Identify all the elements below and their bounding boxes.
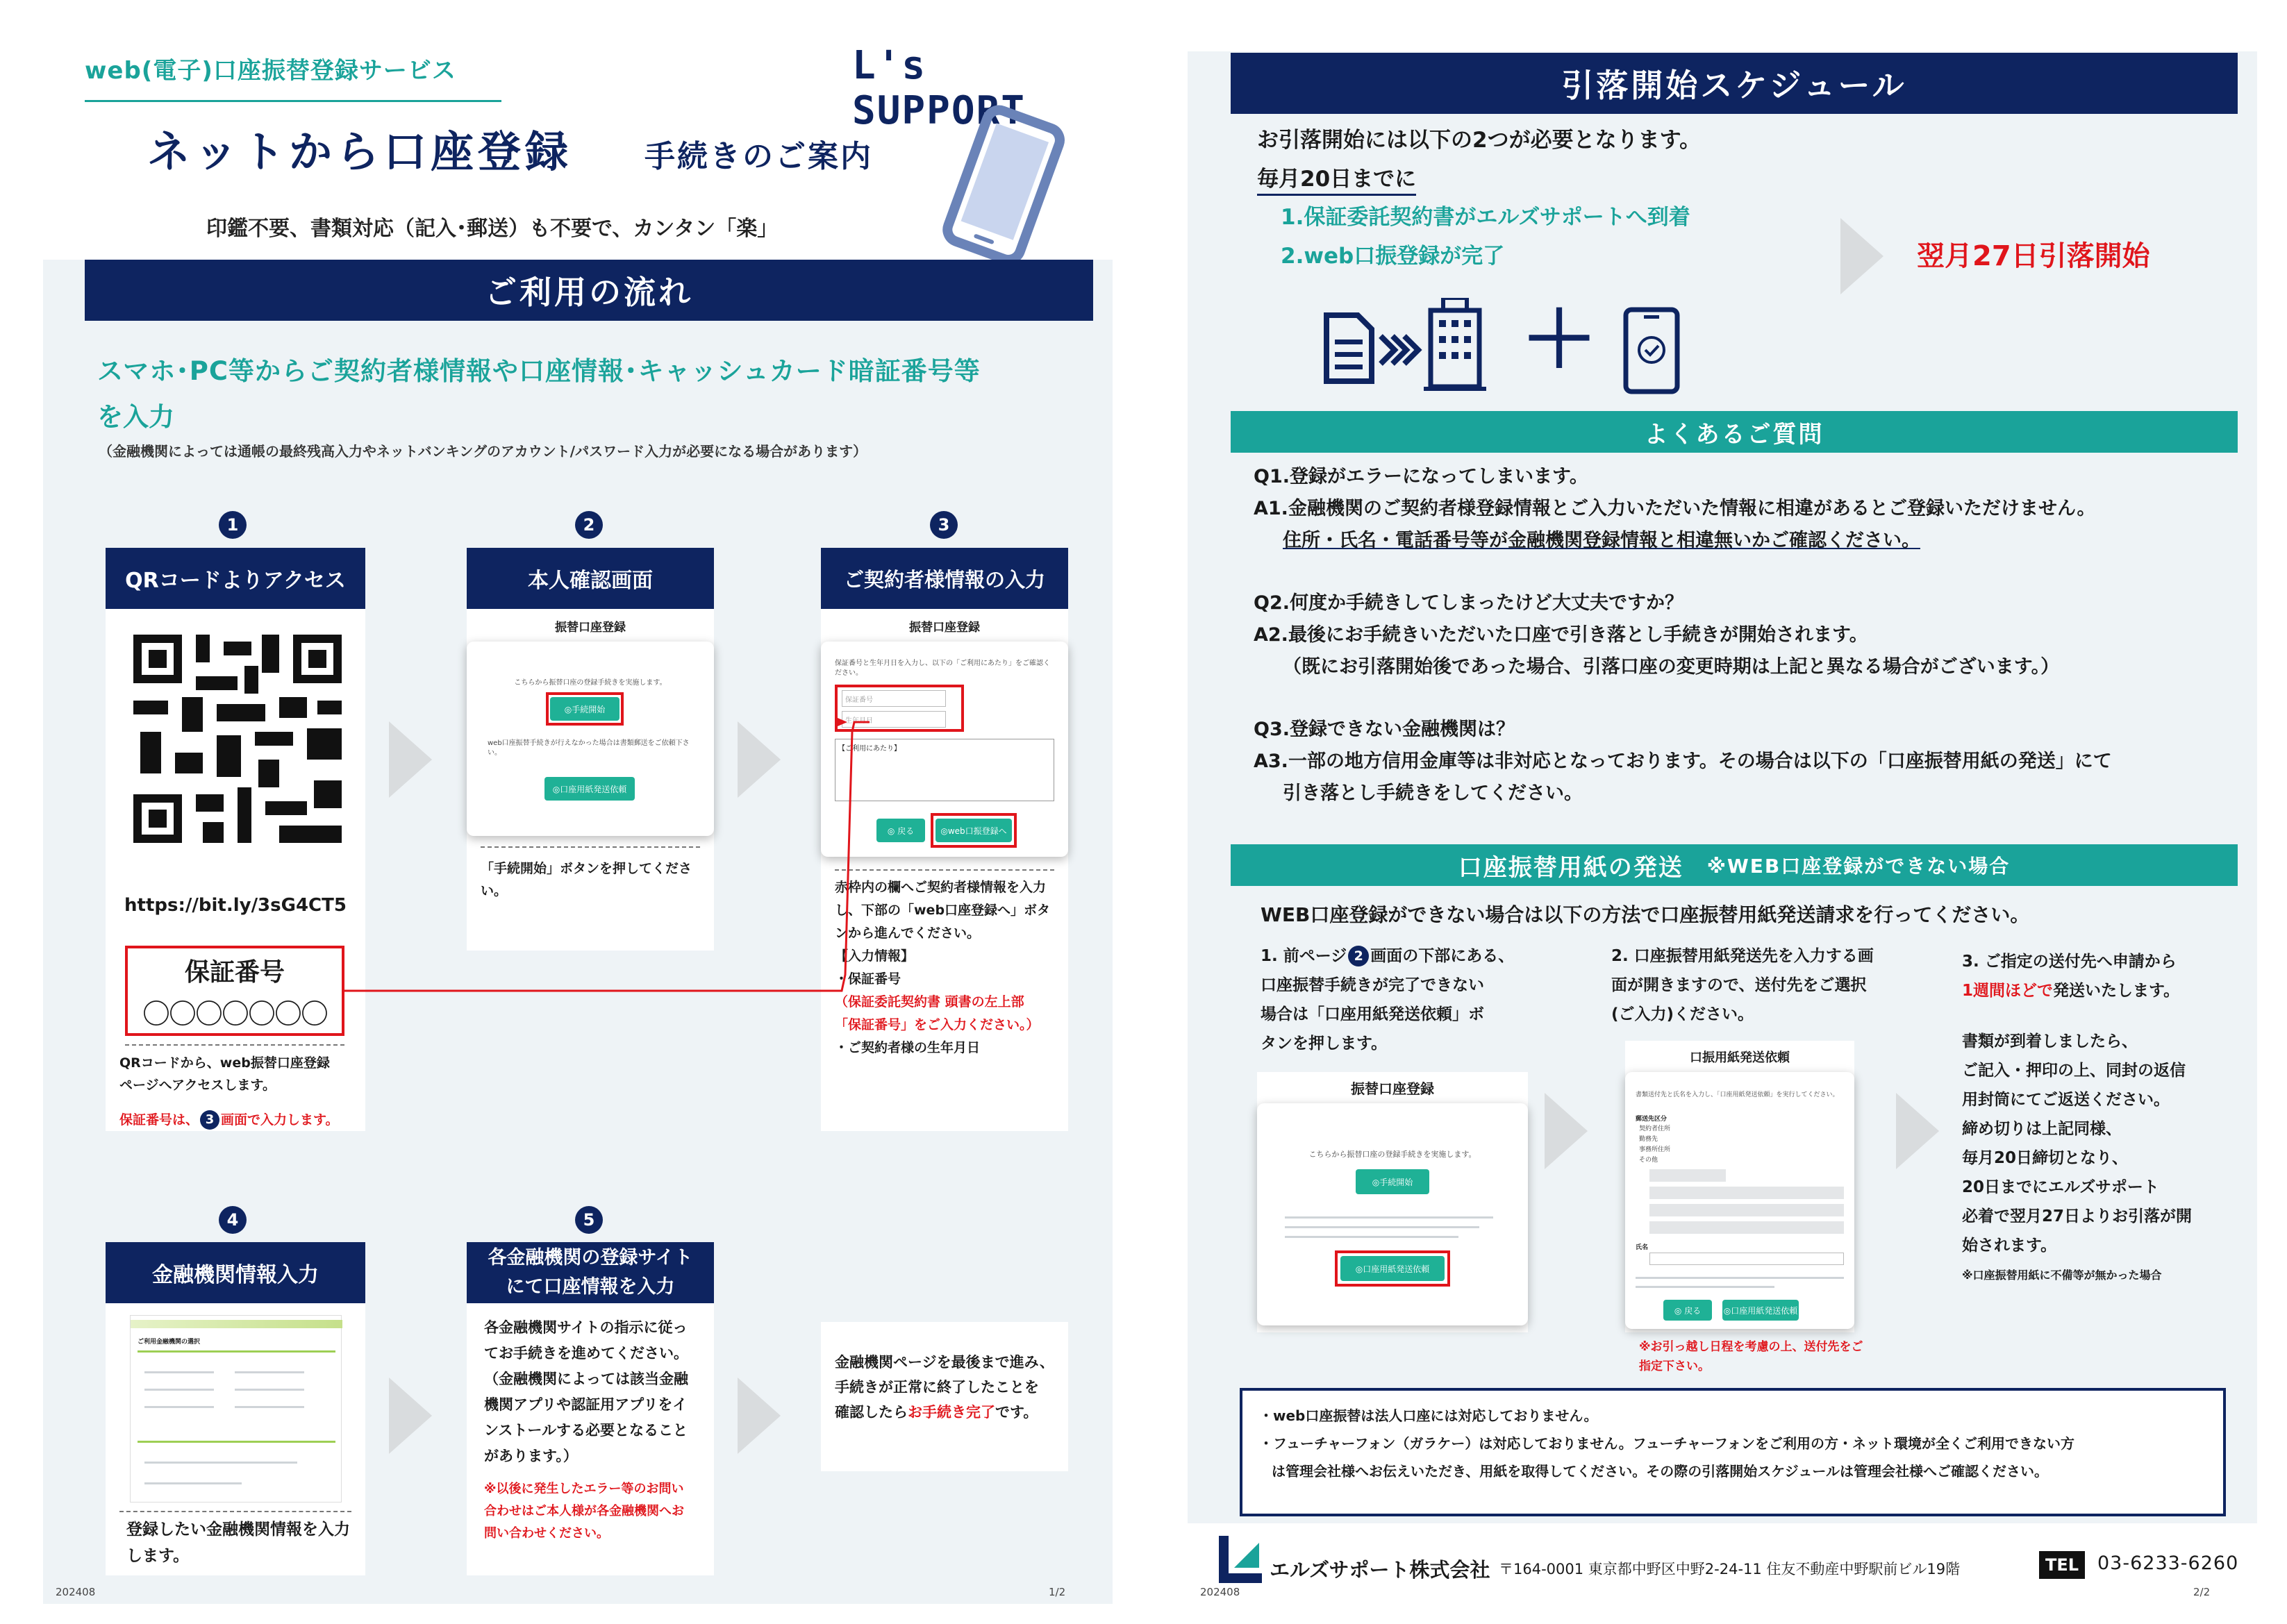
- step-4-title: 金融機関情報入力: [106, 1242, 365, 1303]
- faq-list: [1254, 461, 2226, 810]
- step-5-red-line: 合わせはご本人様が各金融機関へお: [484, 1504, 684, 1518]
- paper-step-1-number: 2: [1348, 946, 1369, 966]
- deadline: 毎月20日までに: [1257, 161, 1416, 196]
- paper-step-2-mock-title: 口振用紙発送依頼: [1690, 1050, 1790, 1065]
- paper-step-3-highlight: 1週間ほどで: [1962, 982, 2054, 1000]
- requirement-1: 1.保証委託契約書がエルズサポートへ到着: [1281, 205, 1690, 230]
- paper-step-3-body: [1962, 1027, 2192, 1260]
- step-2-mock-title: 振替口座登録: [555, 621, 626, 635]
- completion-line: 金融機関ページを最後まで進み、: [835, 1354, 1054, 1371]
- step-1-desc-1: QRコードから、web振替口座登録: [119, 1055, 330, 1071]
- faq-answer-1: A1.金融機関のご契約者様登録情報とご入力いただいた情報に相違があるとご登録いただけません。: [1254, 498, 2096, 519]
- paper-send-button[interactable]: ◎口座用紙発送依頼: [1722, 1300, 1799, 1321]
- step-3-desc-line: 【入力情報】: [835, 948, 915, 964]
- note-line: ・フューチャーフォン（ガラケー）は対応しておりません。フューチャーフォンをご利用の方・ネット環境が全くご利用できない方: [1259, 1435, 2074, 1452]
- completion-highlight: お手続き完了: [908, 1404, 995, 1421]
- paper-step-2-text: 面が開きますので、送付先をご選択: [1611, 976, 1867, 994]
- logo-text: L's SUPPORT: [852, 43, 1026, 133]
- paper-step-3-text: 発送いたします。: [2053, 982, 2180, 1000]
- step-1-red-note: [119, 1108, 339, 1132]
- chevron-right-icon: [1896, 1093, 1939, 1169]
- divider: [119, 1511, 351, 1512]
- phone-icon: [925, 100, 1071, 281]
- bank-selection-title: ご利用金融機関の選択: [138, 1339, 201, 1346]
- paper-request-button[interactable]: ◎口座用紙発送依頼: [1340, 1256, 1445, 1281]
- back-button[interactable]: ◎ 戻る: [1663, 1300, 1712, 1321]
- page-2: [1188, 31, 2257, 1604]
- step-3-desc-line: ・保証番号: [835, 971, 901, 987]
- paper-step-3-line: 毎月20日締切となり、: [1962, 1149, 2129, 1167]
- plus-sign: ＋: [1521, 295, 1597, 384]
- paper-step-2-mock: [1625, 1072, 1854, 1329]
- address-field[interactable]: [1649, 1187, 1844, 1199]
- step-5-desc-line: があります。）: [484, 1448, 578, 1464]
- step-5-desc-line: 各金融機関サイトの指示に従っ: [484, 1319, 688, 1336]
- phone-field[interactable]: [1649, 1221, 1844, 1234]
- paper-step-2-red-line: 指定下さい。: [1639, 1359, 1710, 1373]
- guarantee-label: 保証番号: [184, 958, 285, 987]
- intro-line-2: を入力: [97, 402, 174, 432]
- paper-header-title: 口座振替用紙の発送: [1458, 853, 1683, 882]
- faq-question-2: Q2.何度か手続きしてしまったけど大丈夫ですか？: [1254, 592, 1683, 614]
- paper-step-1-text: 口座振替手続きが完了できない: [1261, 976, 1484, 994]
- guarantee-circles: 〇〇〇〇〇〇〇: [142, 998, 327, 1030]
- company-name: エルズサポート株式会社: [1270, 1558, 1490, 1582]
- qr-code-icon[interactable]: [133, 635, 342, 843]
- divider: [125, 1044, 344, 1046]
- step-5-title-line-2: にて口座情報を入力: [506, 1276, 675, 1298]
- step-5-red-note: [484, 1478, 684, 1545]
- paper-step-1-mock-title: 振替口座登録: [1351, 1080, 1434, 1097]
- step-4-number: 4: [219, 1206, 247, 1234]
- note-line: ・web口座振替は法人口座には対応しておりません。: [1259, 1407, 1598, 1424]
- paper-step-1-text: 場合は「口座用紙発送依頼」ボ: [1261, 1005, 1484, 1023]
- company-logo-icon: [1219, 1536, 1262, 1583]
- paper-step-3-line: 用封筒にてご返送ください。: [1962, 1091, 2170, 1109]
- smartphone-check-icon: [1622, 307, 1684, 397]
- paper-step-2: [1611, 941, 1874, 1029]
- step-3-mock-title: 振替口座登録: [909, 621, 980, 635]
- step-3-desc-line: ンから進んでください。: [835, 926, 981, 941]
- step-2-desc-1: 「手続開始」ボタンを押してくださ: [481, 861, 692, 876]
- step-5-desc: [484, 1315, 688, 1469]
- paper-intro: WEB口座登録ができない場合は以下の方法で口座振替用紙発送請求を行ってください。: [1261, 903, 2030, 926]
- step-5-red-line: ※以後に発生したエラー等のお問い: [484, 1482, 684, 1496]
- faq-answer-2: A2.最後にお手続きいただいた口座で引き落とし手続きが開始されます。: [1254, 624, 1868, 646]
- paper-step-1-text: タンを押します。: [1261, 1035, 1388, 1053]
- main-title: ネットから口座登録: [147, 126, 573, 177]
- schedule-intro: お引落開始には以下の2つが必要となります。: [1257, 128, 1702, 153]
- paper-step-2-red-line: ※お引っ越し日程を考慮の上、送付先をご: [1639, 1340, 1863, 1354]
- paper-step-1-text: 画面の下部にある、: [1370, 947, 1515, 965]
- address-option[interactable]: 契約者住所: [1639, 1125, 1671, 1132]
- arrow-icon: [1381, 336, 1418, 364]
- service-title: web(電子)口座振替登録サービス: [85, 57, 456, 85]
- chevron-right-icon: [738, 1378, 781, 1454]
- step-2-desc-2: い。: [481, 883, 508, 898]
- document-code: 202408: [1200, 1586, 1240, 1598]
- notes-box: [1240, 1388, 2226, 1516]
- faq-answer-1-detail: 住所・氏名・電話番号等が金融機関登録情報と相違無いかご確認ください。: [1283, 530, 1920, 551]
- back-button[interactable]: ◎ 戻る: [876, 819, 925, 842]
- faq-question-1: Q1.登録がエラーになってしまいます。: [1254, 466, 1588, 487]
- paper-step-2-text: (ご入力)ください。: [1611, 1005, 1754, 1023]
- chevron-right-icon: [389, 1378, 432, 1454]
- paper-step-3-line: 書類が到着しましたら、: [1962, 1032, 2138, 1050]
- document-icon: [1320, 298, 1521, 395]
- step-2-title: 本人確認画面: [467, 548, 714, 609]
- step-3-red-note: （保証委託契約書 頭書の左上部: [835, 994, 1024, 1010]
- title-underline: [85, 100, 501, 102]
- paper-step-3-line: 20日までにエルズサポート: [1962, 1178, 2159, 1196]
- paper-header-note: ※WEB口座登録ができない場合: [1706, 855, 2011, 878]
- address-option[interactable]: 事務所住所: [1639, 1146, 1671, 1153]
- highlight-frame: [1335, 1250, 1450, 1287]
- document-code: 202408: [56, 1586, 96, 1598]
- postal-code-field[interactable]: [1649, 1169, 1726, 1182]
- step-3-number: 3: [930, 511, 958, 539]
- step-5-desc-line: （金融機関によっては該当金融: [484, 1371, 688, 1387]
- step-5-title: [467, 1242, 714, 1303]
- connector-arrow: [342, 718, 870, 1010]
- paper-step-3-line: 必着で翌月27日よりお引落が開: [1962, 1207, 2193, 1225]
- step-3-red-note: 「保証番号」をご入力ください。）: [835, 1017, 1040, 1032]
- chevron-right-icon: [1840, 218, 1883, 294]
- step-3-title: ご契約者様情報の入力: [821, 548, 1068, 609]
- paper-step-3-line: 締め切りは上記同様、: [1962, 1120, 2122, 1138]
- faq-header: よくあるご質問: [1231, 411, 2238, 453]
- sub-title: 手続きのご案内: [644, 139, 873, 174]
- address-type-options[interactable]: [1639, 1124, 1670, 1166]
- company-address: 〒164-0001 東京都中野区中野2-24-11 住友不動産中野駅前ビル19階: [1499, 1561, 1961, 1577]
- web-register-button[interactable]: ◎web口振登録へ: [935, 819, 1012, 842]
- guarantee-number-field[interactable]: 保証番号: [842, 690, 946, 707]
- red-note-pre: 保証番号は、: [119, 1112, 199, 1128]
- page-number: 1/2: [1049, 1586, 1066, 1598]
- step-5-desc-line: ンストールする必要となること: [484, 1422, 688, 1439]
- step-4-desc-1: 登録したい金融機関情報を入力: [126, 1521, 350, 1539]
- name-field[interactable]: [1649, 1253, 1844, 1265]
- page-2-top-margin: [1188, 31, 2257, 51]
- intro-line-1: スマホ･PC等からご契約者様情報や口座情報･キャッシュカード暗証番号等: [97, 356, 981, 386]
- completion-line: です。: [995, 1404, 1038, 1421]
- paper-step-1-mock: [1257, 1103, 1528, 1325]
- paper-step-2-text: 2. 口座振替用紙発送先を入力する画: [1611, 947, 1874, 965]
- step-5-desc-line: 機関アプリや認証用アプリをイ: [484, 1396, 688, 1413]
- step-3-mock-text: 保証番号と生年月日を入力し、以下の「ご利用にあたり」をご確認ください。: [835, 660, 1050, 677]
- paper-step-3-line: ご記入・押印の上、同封の返信: [1962, 1062, 2186, 1080]
- paper-step-1-text: 1. 前ページ: [1261, 947, 1347, 965]
- page-number: 2/2: [2193, 1586, 2211, 1598]
- address-option[interactable]: その他: [1639, 1157, 1658, 1164]
- schedule-header: 引落開始スケジュール: [1231, 53, 2238, 114]
- highlight-frame: [931, 813, 1017, 848]
- note-line: は管理会社様へお伝えいただき、用紙を取得してください。その際の引落開始スケジュールは管理会社様へご確認ください。: [1272, 1463, 2048, 1480]
- flow-header: ご利用の流れ: [85, 260, 1093, 321]
- paper-step-2-red-note: [1639, 1337, 1863, 1376]
- tel-number[interactable]: 03-6233-6260: [2097, 1552, 2239, 1574]
- step-5-title-line-1: 各金融機関の登録サイト: [488, 1247, 693, 1269]
- address-type-label: 郵送先区分: [1636, 1116, 1668, 1123]
- chevron-right-icon: [1545, 1093, 1588, 1169]
- tel-label: TEL: [2039, 1551, 2085, 1579]
- result-text: 翌月27日引落開始: [1917, 240, 2150, 272]
- step-2-mock-text: こちらから振替口座の登録手続きを実施します。: [514, 679, 667, 687]
- paper-step-3: [1962, 947, 2179, 1005]
- faq-question-3: Q3.登録できない金融機関は？: [1254, 719, 1515, 740]
- start-procedure-button[interactable]: ◎手続開始: [550, 697, 619, 721]
- usage-notice-title: 【ご利用にあたり】: [838, 745, 901, 753]
- faq-answer-3-detail: 引き落とし手続きをしてください。: [1283, 782, 1583, 804]
- name-label: 氏名: [1636, 1244, 1649, 1251]
- paper-step-1-mock-text: こちらから振替口座の登録手続きを実施します。: [1308, 1150, 1477, 1159]
- paper-request-button[interactable]: ◎口座用紙発送依頼: [544, 777, 635, 801]
- step-5-number: 5: [575, 1206, 603, 1234]
- red-note-number: 3: [200, 1110, 219, 1130]
- step-1-title: QRコードよりアクセス: [106, 548, 365, 609]
- step-2-number: 2: [575, 511, 603, 539]
- step-3-desc-line: ・ご契約者様の生年月日: [835, 1040, 981, 1055]
- paper-step-1: [1261, 941, 1514, 1058]
- completion-line: 確認したら: [835, 1404, 908, 1421]
- bank-selection-mock: [130, 1315, 342, 1502]
- birthdate-field[interactable]: 生年月日: [842, 711, 946, 728]
- step-3-desc-line: 赤枠内の欄へご契約者様情報を入力: [835, 880, 1047, 895]
- page-1: [43, 31, 1113, 1604]
- access-url[interactable]: https://bit.ly/3sG4CT5: [124, 895, 347, 916]
- step-5-desc-line: てお手続きを進めてください。: [484, 1345, 688, 1362]
- step-3-desc-line: し、下部の「web口座登録へ」ボタ: [835, 903, 1051, 918]
- requirement-2: 2.web口振登録が完了: [1281, 244, 1505, 269]
- red-note-post: 画面で入力します。: [221, 1112, 339, 1128]
- address-option[interactable]: 勤務先: [1639, 1136, 1658, 1143]
- step-5-red-line: 問い合わせください。: [484, 1526, 609, 1541]
- step-1-number: 1: [219, 511, 247, 539]
- faq-answer-3: A3.一部の地方信用金庫等は非対応となっております。その場合は以下の「口座振替用紙の発送」にて: [1254, 751, 2112, 772]
- step-4-desc-2: します。: [126, 1547, 190, 1565]
- faq-answer-2-detail: （既にお引落開始後であった場合、引落口座の変更時期は上記と異なる場合がございます。）: [1283, 656, 2060, 678]
- paper-step-3-text: 3. ご指定の送付先へ申請から: [1962, 953, 2177, 971]
- building-field[interactable]: [1649, 1204, 1844, 1216]
- step-1-desc-2: ページへアクセスします。: [119, 1078, 276, 1093]
- intro-note: （金融機関によっては通帳の最終残高入力やネットバンキングのアカウント/パスワード入力が必要になる場合があります）: [99, 443, 867, 460]
- building-icon: [1424, 298, 1486, 391]
- completion-line: 手続きが正常に終了したことを: [835, 1379, 1039, 1396]
- paper-step-3-note: ※口座振替用紙に不備等が無かった場合: [1962, 1269, 2162, 1282]
- completion-text: [835, 1350, 1054, 1425]
- paper-step-2-mock-text: 書類送付先と氏名を入力し、「口座用紙発送依頼」を実行してください。: [1636, 1091, 1839, 1098]
- start-procedure-button[interactable]: ◎手続開始: [1356, 1169, 1429, 1194]
- tagline: 印鑑不要、書類対応（記入･郵送）も不要で、カンタン「楽」: [206, 217, 779, 241]
- paper-step-3-line: 始されます。: [1962, 1237, 2057, 1255]
- step-2-mock-body: web口座振替手続きが行えなかった場合は書類郵送をご依頼下さい。: [488, 739, 690, 757]
- paper-header: [1231, 844, 2238, 886]
